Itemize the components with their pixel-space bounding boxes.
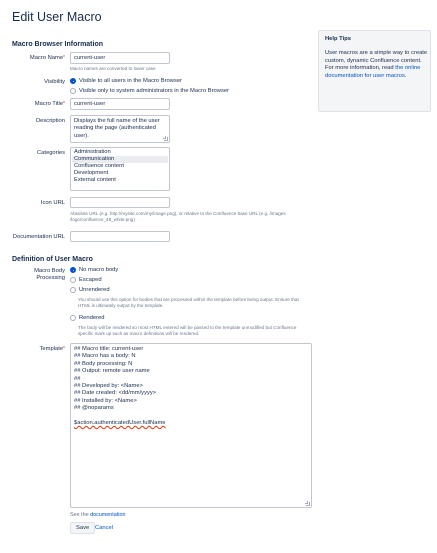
see-documentation-text: See the documentation	[70, 512, 126, 518]
radio-unselected-icon[interactable]	[70, 287, 76, 293]
radio-unselected-icon[interactable]	[70, 88, 76, 94]
radio-selected-icon[interactable]	[70, 267, 76, 273]
template-line: ## Developed by: <Name>	[74, 383, 143, 390]
template-line: ## Installed by: <Name>	[74, 397, 137, 404]
visibility-label: Visibility	[44, 79, 65, 85]
macro-name-label: Macro Name*	[29, 55, 65, 61]
icon-url-hint: Absolute URL (e.g. http://mysite.com/my/image.png), or relative to the Confluence base URL (e.g. /images /logo/confluence_48_white.png)	[70, 211, 286, 223]
icon-url-input[interactable]	[70, 197, 170, 208]
template-line: $action.authenticatedUser.fullName	[74, 420, 166, 427]
template-line: ## Macro title: current-user	[74, 346, 144, 352]
help-tips-panel	[318, 30, 431, 112]
macro-title-input[interactable]	[70, 98, 170, 110]
category-option[interactable]: Administration	[74, 149, 111, 155]
category-option-selected[interactable]: Communication	[72, 156, 168, 163]
required-marker: *	[63, 55, 65, 61]
template-line: ## @noparams	[74, 405, 114, 412]
help-tips-body: User macros are a simple way to create custom, dynamic Confluence content. For more information, read the online documentation for user macros.	[325, 50, 428, 79]
macro-name-hint: Macro names are converted to lower case	[70, 66, 156, 71]
template-line: ## Date created: <dd/mm/yyyy>	[74, 390, 157, 397]
visibility-option-all[interactable]: Visible to all users in the Macro Browser	[70, 78, 182, 84]
template-label: Template*	[39, 346, 65, 352]
section-title-macro-browser: Macro Browser Information	[12, 41, 104, 48]
macro-name-input[interactable]	[70, 52, 170, 64]
category-option[interactable]: External content	[74, 177, 116, 183]
template-line: ## Body processing: N	[74, 360, 133, 367]
page-title: Edit User Macro	[12, 10, 102, 24]
template-line: ## Macro has a body: N	[74, 353, 136, 360]
body-option-unrendered[interactable]: Unrendered	[70, 287, 110, 293]
rendered-hint: The body will be rendered so most HTML entered will be passed to the template unmodified but Confluence specific mark up such as macro definitions will be rendered.	[78, 325, 297, 337]
save-button[interactable]: Save	[70, 522, 95, 534]
required-marker: *	[63, 101, 65, 107]
body-option-rendered[interactable]: Rendered	[70, 315, 104, 321]
category-option[interactable]: Development	[74, 170, 109, 176]
unrendered-hint: You should use this option for bodies that are processed within the template before being output. Ensure that HTML is ultimately output by the template.	[78, 297, 299, 309]
cancel-link[interactable]: Cancel	[95, 525, 114, 531]
template-line: ##	[74, 375, 81, 382]
radio-unselected-icon[interactable]	[70, 315, 76, 321]
categories-listbox[interactable]	[70, 147, 170, 191]
visibility-option-admins[interactable]: Visible only to system administrators in the Macro Browser	[70, 88, 229, 94]
template-line	[74, 413, 308, 420]
help-tips-title: Help Tips	[325, 36, 351, 42]
description-textarea[interactable]: Displays the full name of the user reading the page (authenticated user).	[70, 115, 170, 143]
resize-grip-icon[interactable]	[306, 502, 310, 506]
required-marker: *	[63, 346, 65, 352]
template-textarea[interactable]	[70, 343, 312, 508]
categories-label: Categories	[36, 150, 65, 156]
radio-unselected-icon[interactable]	[70, 277, 76, 283]
radio-selected-icon[interactable]	[70, 78, 76, 84]
body-processing-label: Macro Body Processing	[34, 268, 65, 281]
icon-url-label: Icon URL	[40, 200, 65, 206]
documentation-url-label: Documentation URL	[12, 234, 65, 240]
section-title-definition: Definition of User Macro	[12, 256, 93, 263]
body-option-no-body[interactable]: No macro body	[70, 267, 118, 273]
documentation-url-input[interactable]	[70, 231, 170, 242]
template-line: ## Output: remote user name	[74, 368, 150, 375]
documentation-link[interactable]: documentation	[90, 512, 126, 518]
resize-grip-icon[interactable]	[164, 137, 168, 141]
macro-title-label: Macro Title*	[34, 101, 65, 107]
body-option-escaped[interactable]: Escaped	[70, 277, 102, 283]
description-label: Description	[36, 118, 65, 124]
category-option[interactable]: Confluence content	[74, 163, 124, 169]
help-documentation-link[interactable]: the online documentation for user macros	[325, 65, 421, 79]
